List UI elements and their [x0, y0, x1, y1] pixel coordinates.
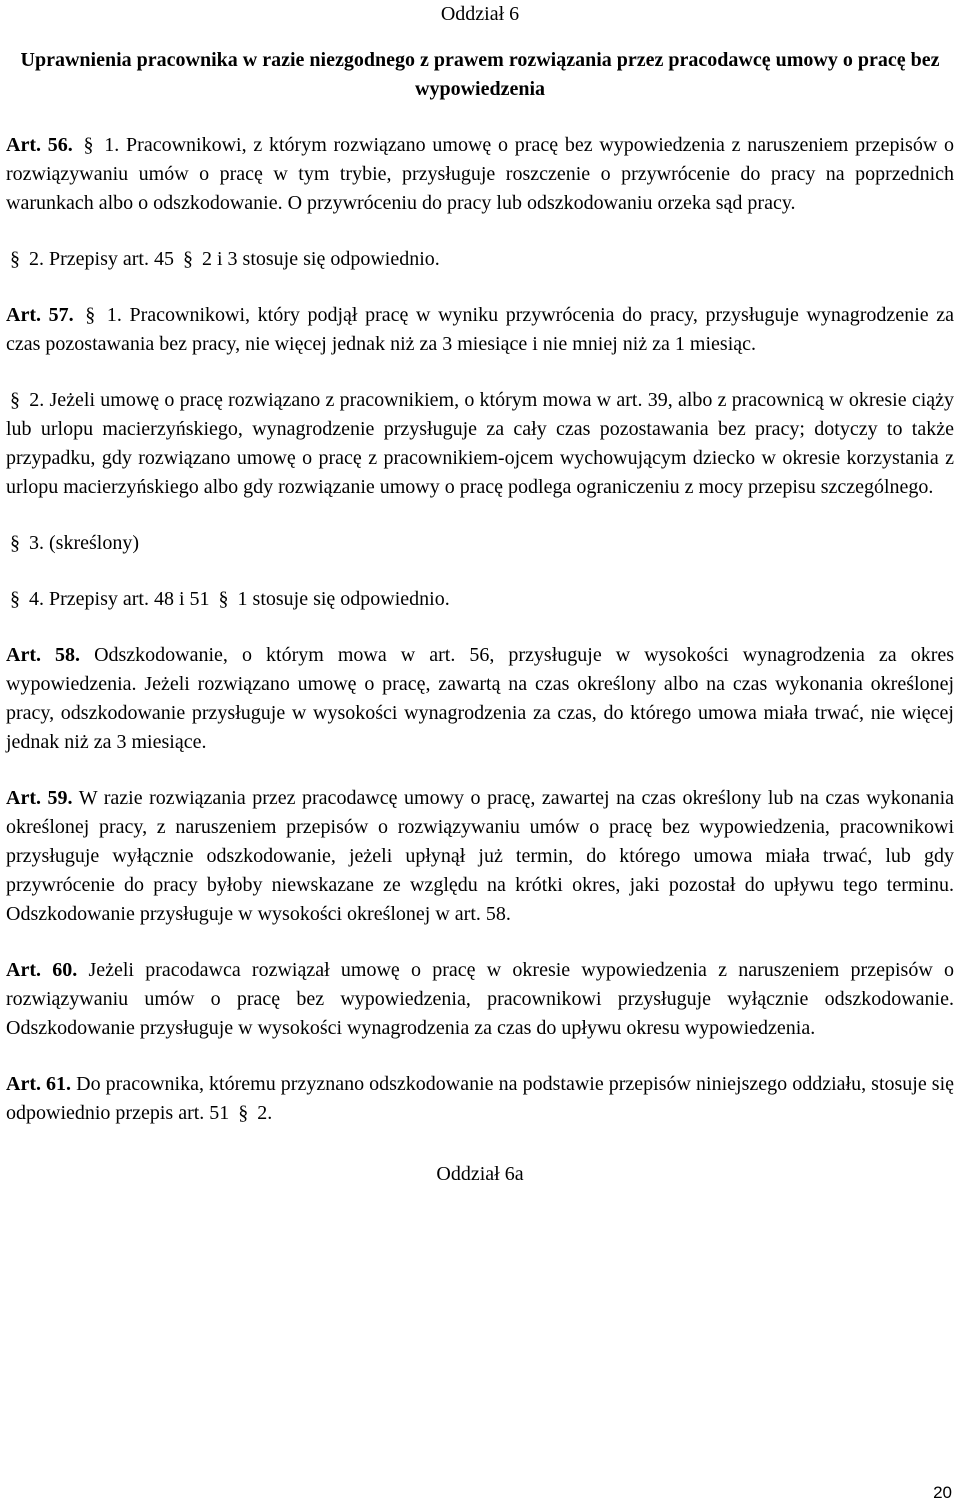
section-title: Uprawnienia pracownika w razie niezgodnego z prawem rozwiązania przez pracodawcę umowy o pracę bez wypowiedzenia [20, 49, 940, 100]
section-sign: § [85, 304, 96, 326]
section-heading: Oddział 6 [440, 3, 520, 25]
paragraph-text: 2. [257, 1102, 273, 1124]
section-sign: § [10, 588, 20, 610]
article-61-label: Art. 61. [6, 1073, 72, 1095]
paragraph-text: 4. Przepisy art. 48 i 51 [29, 588, 210, 610]
article-57-paragraph-1 [6, 301, 954, 359]
section-sign: § [238, 1102, 249, 1124]
next-section-heading: Oddział 6a [436, 1163, 524, 1185]
article-56-label: Art. 56. [6, 134, 73, 156]
section-sign: § [182, 248, 193, 270]
paragraph-number: 1. [106, 304, 122, 326]
article-56-paragraph-1 [6, 131, 954, 218]
paragraph-text: Jeżeli pracodawca rozwiązał umowę o pracę w okresie wypowiedzenia z naruszeniem przepisów o rozwiązywaniu umów o pracę bez wypowiedzenia, pracownikowi przysługuje wyłącznie odszkodowanie. Odszkodowanie przysługuje w wysokości wynagrodzenia za czas do upływu okresu wypowiedzenia. [6, 959, 954, 1039]
article-60 [6, 956, 954, 1043]
article-58 [6, 641, 954, 757]
page-number: 20 [933, 1483, 952, 1502]
article-61 [6, 1070, 954, 1128]
paragraph-text: Do pracownika, któremu przyznano odszkodowanie na podstawie przepisów niniejszego oddziału, stosuje się odpowiednio przepis art. 51 [6, 1073, 955, 1124]
article-57-label: Art. 57. [6, 304, 74, 326]
article-59 [6, 784, 954, 929]
article-60-label: Art. 60. [6, 959, 78, 981]
section-sign: § [10, 248, 20, 270]
article-56-paragraph-2 [6, 245, 954, 274]
paragraph-text: Odszkodowanie, o którym mowa w art. 56, przysługuje w wysokości wynagrodzenia za okres wypowiedzenia. Jeżeli rozwiązano umowę o pracę, zawartą na czas określony albo na czas wykonania określonej pracy, odszkodowanie przysługuje w wysokości wynagrodzenia za czas, do którego umowa miała trwać, nie więcej jednak niż za 3 miesiące. [6, 644, 955, 753]
section-sign: § [10, 389, 20, 411]
paragraph-text: Pracownikowi, który podjął pracę w wyniku przywrócenia do pracy, przysługuje wynagrodzenie za czas pozostawania bez pracy, nie więcej jednak niż za 3 miesiące i nie mniej niż za 1 miesiąc. [6, 304, 955, 355]
section-sign: § [83, 134, 94, 156]
article-58-label: Art. 58. [6, 644, 81, 666]
paragraph-text: 2. Jeżeli umowę o pracę rozwiązano z pracownikiem, o którym mowa w art. 39, albo z pracownicą w okresie ciąży lub urlopu macierzyńskiego, wynagrodzenie przysługuje za cały czas pozostawania bez pracy; dotyczy to także przypadku, gdy rozwiązano umowę o pracę z pracownikiem-ojcem wychowującym dziecko w okresie korzystania z urlopu macierzyńskiego albo gdy rozwiązanie umowy o pracę podlega ograniczeniu z mocy przepisu szczególnego. [6, 389, 955, 498]
article-57-paragraph-3 [6, 529, 954, 558]
paragraph-text: 3. (skreślony) [29, 532, 139, 554]
section-sign: § [10, 532, 20, 554]
document-page [6, 0, 954, 1189]
article-57-paragraph-2 [6, 386, 954, 502]
paragraph-text: 1 stosuje się odpowiednio. [237, 588, 450, 610]
paragraph-number: 1. [104, 134, 120, 156]
article-59-label: Art. 59. [6, 787, 73, 809]
section-sign: § [218, 588, 229, 610]
paragraph-text: W razie rozwiązania przez pracodawcę umowy o pracę, zawartej na czas określony lub na czas wykonania określonej pracy, z naruszeniem przepisów o rozwiązywaniu umów o pracę bez wypowiedzenia, pracownikowi przysługuje wyłącznie odszkodowanie, jeżeli upłynął już termin, do którego umowa miała trwać, lub gdy przywrócenie do pracy byłoby niewskazane ze względu na krótki okres, jaki pozostał do upływu tego terminu. Odszkodowanie przysługuje w wysokości określonej w art. 58. [6, 787, 955, 925]
paragraph-text: Pracownikowi, z którym rozwiązano umowę o pracę bez wypowiedzenia z naruszeniem przepisów o rozwiązywaniu umów o pracę w tym trybie, przysługuje roszczenie o przywrócenie do pracy na poprzednich warunkach albo o odszkodowanie. O przywróceniu do pracy lub odszkodowaniu orzeka sąd pracy. [6, 134, 955, 214]
paragraph-text: 2 i 3 stosuje się odpowiednio. [201, 248, 440, 270]
paragraph-text: 2. Przepisy art. 45 [29, 248, 174, 270]
article-57-paragraph-4 [6, 585, 954, 614]
